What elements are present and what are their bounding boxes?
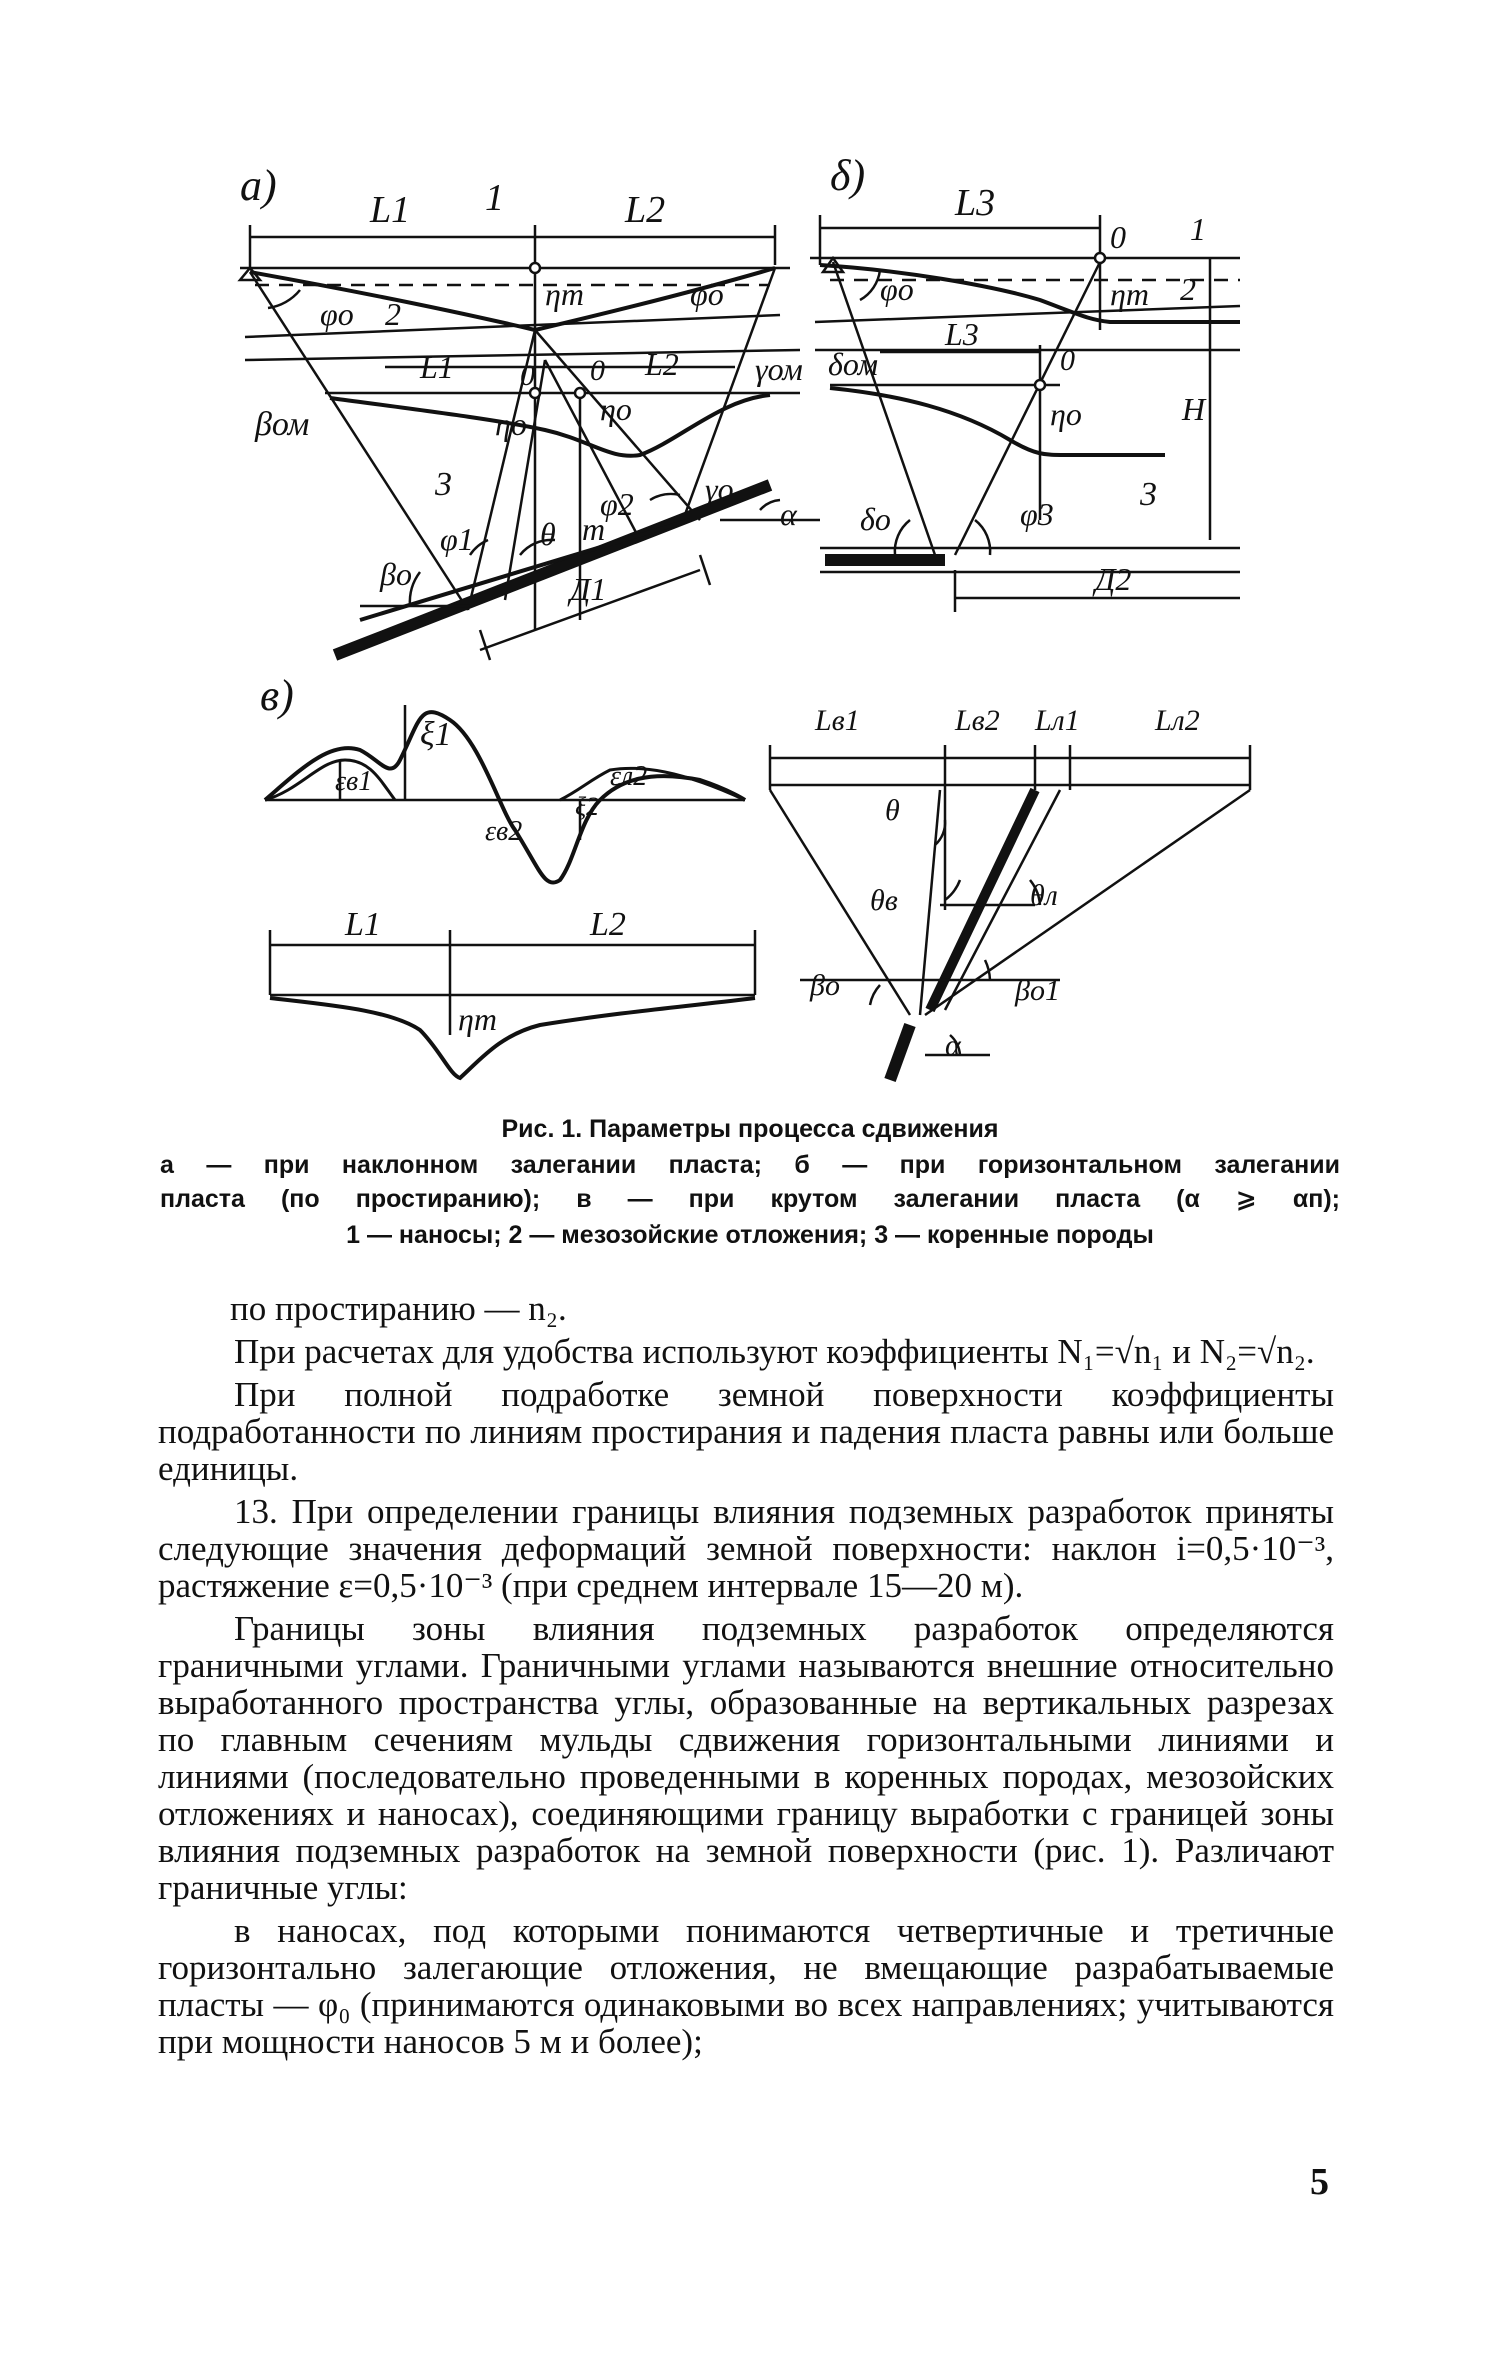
label-v-e-l2: εл2 [610,761,648,792]
label-b-delta-om: δом [828,346,879,382]
paragraph-2: При расчетах для удобства используют коэффициенты N₁=√n₁ и N₂=√n₂. [234,1332,1315,1371]
label-a-L1: L1 [370,189,411,231]
figure-caption-line-3: 1 — наносы; 2 — мезозойские отложения; 3 — коренные породы [346,1221,1154,1249]
label-v-beta0: βo [810,969,840,1002]
label-b-eta-m: ηm [1110,276,1149,312]
label-v-Ll1: Lл1 [1035,704,1080,737]
label-a-D1: Д1 [570,571,607,607]
paragraph-1: по простиранию — n₂. [230,1289,567,1328]
label-b-L3b: L3 [945,316,979,352]
label-b-o: 0 [1110,219,1126,255]
label-a-eta-o1: ηo [495,406,527,442]
paragraph-5: Границы зоны влияния подземных разработок определяются граничными углами. Граничными углами называются внешние относительно выработанного пространства углы, образованные на вертикальных разрезах по главным сечениям мульды сдвижения горизонтальными линиями и линиями (последовательно проведенными в коренных породах, мезозойских отложениях и наносах), соединяющими границу выработки с границей зоны влияния подземных разработок на земной поверхности (рис. 1). Различают граничные углы: [158,1609,1334,1907]
label-v-xi2: ξ2 [575,792,600,821]
label-b-n3: 3 [1140,476,1157,513]
label-a-phi2: φ2 [600,486,634,522]
panel-b-label: δ) [830,151,866,200]
label-a-beta0: βo [380,556,412,592]
label-a-n2: 2 [385,296,401,332]
label-v-e-v2: εв2 [485,816,523,847]
label-a-n3: 3 [435,466,452,503]
label-a-o2: 0 [590,354,605,387]
label-b-phi3: φ3 [1020,496,1054,532]
label-v-beta01: βo1 [1015,974,1060,1007]
label-a-beta-om: βом [255,406,310,443]
label-b-phi0: φo [880,271,914,307]
label-a-L2b: L2 [645,346,679,382]
label-a-phi0-right: φo [690,276,724,312]
body-text [158,1290,1334,2060]
panel-b [810,215,1240,612]
label-v-theta-v: θв [870,884,898,917]
label-v-alpha: α [945,1029,961,1062]
paragraph-4: 13. При определении границы влияния подземных разработок приняты следующие значения деформаций земной поверхности: наклон i=0,5·10⁻³, растяжение ε=0,5·10⁻³ (при среднем интервале 15—20 м). [158,1492,1334,1605]
label-a-phi0: φo [320,296,354,332]
panel-v-seam [770,745,1250,1080]
label-a-n1: 1 [485,177,504,219]
label-v-L1: L1 [345,906,381,943]
label-a-L1b: L1 [420,349,454,385]
panel-a-label: a) [240,161,277,210]
page-number: 5 [1310,2161,1329,2203]
label-b-o2: 0 [1060,344,1075,377]
label-b-D2: Д2 [1095,561,1132,597]
label-a-eta-m: ηm [545,276,584,312]
label-a-alpha: α [780,496,797,532]
label-a-L2: L2 [625,189,666,231]
label-b-n1: 1 [1190,211,1206,247]
label-b-delta0: δo [860,501,891,537]
label-a-o1: 0 [520,359,535,392]
panel-v-curves [265,705,755,1078]
label-a-gamma0: γo [705,471,734,507]
label-v-Ll2: Lл2 [1155,704,1200,737]
label-v-theta-l: θл [1030,879,1058,912]
label-v-Lv1: Lв1 [815,704,860,737]
label-b-eta-o: ηo [1050,396,1082,432]
label-v-eta-m: ηm [458,1001,497,1037]
label-a-theta: θ [540,516,556,552]
label-a-eta-o2: ηo [600,391,632,427]
label-v-L2: L2 [590,906,626,943]
label-b-n2: 2 [1180,271,1196,307]
figure-caption-line-2: пласта (по простиранию); в — при крутом залегании пласта (α ⩾ αп); [160,1185,1340,1213]
paragraph-3: При полной подработке земной поверхности коэффициенты подработанности по линиям простирания и падения пласта равны или больше единицы. [158,1375,1334,1488]
label-b-L3: L3 [955,182,996,224]
figure-caption-line-1: а — при наклонном залегании пласта; б — при горизонтальном залегании [160,1151,1340,1179]
label-a-phi1: φ1 [440,521,474,557]
label-b-H: H [1182,391,1206,427]
figure-1-diagram [0,0,1499,1110]
panel-a [240,225,820,660]
label-a-m: m [582,511,606,547]
label-v-xi1: ξ1 [420,716,452,753]
label-v-theta: θ [885,794,900,827]
label-v-Lv2: Lв2 [955,704,1000,737]
panel-v-label: в) [260,671,294,720]
paragraph-6: в наносах, под которыми понимаются четвертичные и третичные горизонтально залегающие отложения, не вмещающие разрабатываемые пласты — φ₀ (принимаются одинаковыми во всех направлениях; учитываются при мощности наносов 5 м и более); [158,1911,1334,2061]
label-v-e-v1: εв1 [335,766,373,797]
figure-caption-title: Рис. 1. Параметры процесса сдвижения [501,1115,999,1143]
label-a-gamma-om: γом [755,351,803,387]
